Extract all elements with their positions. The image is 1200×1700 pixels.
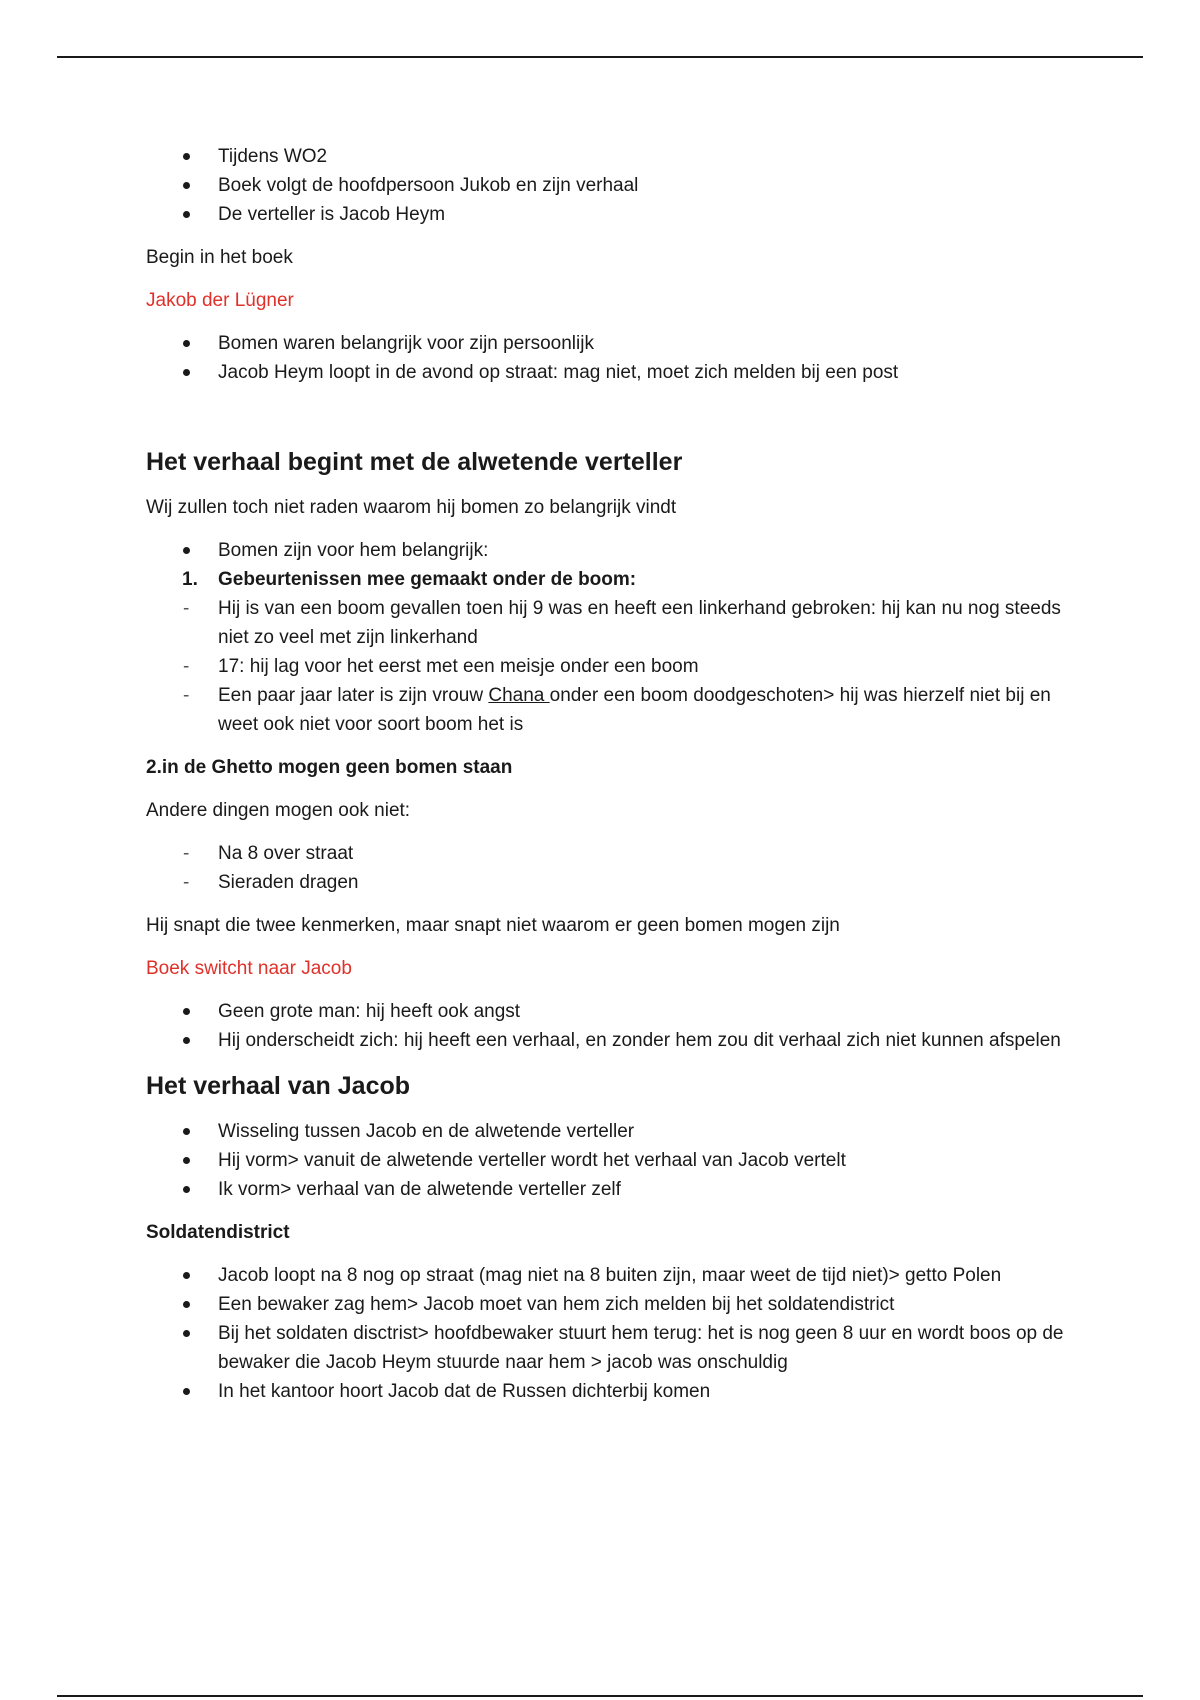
section2-bullets-2 xyxy=(146,1261,1066,1406)
bold-subheading: 2.in de Ghetto mogen geen bomen staan xyxy=(146,757,513,778)
list-item-text: Bij het soldaten disctrist> hoofdbewaker stuurt hem terug: het is nog geen 8 uur en wordt boos op de bewaker die Jacob Heym stuurde naar hem > jacob was onschuldig xyxy=(218,1323,1064,1373)
numbered-list xyxy=(146,565,1066,594)
list-item-text: Jacob Heym loopt in de avond op straat: mag niet, moet zich melden bij een post xyxy=(218,362,899,383)
section1-bullets-2 xyxy=(146,997,1066,1055)
list-item-text: Jacob loopt na 8 nog op straat (mag niet na 8 buiten zijn, maar weet de tijd niet)> getto Polen xyxy=(218,1265,1002,1286)
list-item xyxy=(146,358,1066,387)
list-item-text: Bomen waren belangrijk voor zijn persoonlijk xyxy=(218,333,594,354)
list-item xyxy=(146,1319,1066,1377)
list-item xyxy=(146,142,1066,171)
list-item-text: Boek volgt de hoofdpersoon Jukob en zijn verhaal xyxy=(218,175,639,196)
list-item xyxy=(146,868,1066,897)
list-item-text: De verteller is Jacob Heym xyxy=(218,204,446,225)
list-item-text: Tijdens WO2 xyxy=(218,146,328,167)
number-marker: 1. xyxy=(182,569,198,590)
dash-marker: - xyxy=(183,598,190,619)
list-item-text: 17: hij lag voor het eerst met een meisje onder een boom xyxy=(218,656,699,677)
section-heading: Het verhaal begint met de alwetende verteller xyxy=(146,448,683,476)
dash-marker: - xyxy=(183,872,190,893)
list-item xyxy=(146,997,1066,1026)
list-item xyxy=(146,1146,1066,1175)
red-subtitle: Boek switcht naar Jacob xyxy=(146,958,352,979)
numbered-item xyxy=(146,565,1066,594)
underlined-name: Chana xyxy=(488,685,550,706)
list-item-text: Na 8 over straat xyxy=(218,843,354,864)
list-item-text: Een paar jaar later is zijn vrouw xyxy=(218,685,489,706)
red-subtitle: Jakob der Lügner xyxy=(146,290,294,311)
list-item-text: Een bewaker zag hem> Jacob moet van hem zich melden bij het soldatendistrict xyxy=(218,1294,895,1315)
list-item xyxy=(146,171,1066,200)
list-item-text: Geen grote man: hij heeft ook angst xyxy=(218,1001,521,1022)
list-item xyxy=(146,652,1066,681)
bold-subheading: Soldatendistrict xyxy=(146,1222,290,1243)
list-item xyxy=(146,200,1066,229)
list-item xyxy=(146,594,1066,652)
list-item xyxy=(146,681,1066,739)
list-item-text: In het kantoor hoort Jacob dat de Russen dichterbij komen xyxy=(218,1381,711,1402)
section1-bullet xyxy=(146,536,1066,565)
bottom-rule xyxy=(57,1695,1143,1697)
dash-marker: - xyxy=(183,685,190,706)
list-item-text: Sieraden dragen xyxy=(218,872,359,893)
dash-marker: - xyxy=(183,843,190,864)
paragraph: Wij zullen toch niet raden waarom hij bomen zo belangrijk vindt xyxy=(146,497,677,518)
list-item xyxy=(146,1377,1066,1406)
list-item xyxy=(146,1026,1066,1055)
list-item-text: Hij onderscheidt zich: hij heeft een verhaal, en zonder hem zou dit verhaal zich niet kunnen afspelen xyxy=(218,1030,1061,1051)
intro-bullets xyxy=(146,142,1066,229)
list-item-text: Hij vorm> vanuit de alwetende verteller wordt het verhaal van Jacob vertelt xyxy=(218,1150,846,1171)
list-item-text: Gebeurtenissen mee gemaakt onder de boom: xyxy=(218,569,637,590)
section2-bullets xyxy=(146,1117,1066,1204)
list-item-text: Bomen zijn voor hem belangrijk: xyxy=(218,540,489,561)
list-item xyxy=(146,329,1066,358)
list-item-text: Ik vorm> verhaal van de alwetende verteller zelf xyxy=(218,1179,621,1200)
top-rule xyxy=(57,56,1143,58)
list-item-text: onder een boom doodgeschoten> hij was hierzelf niet bij en weet ook niet voor soort boom het is xyxy=(218,685,1051,735)
dash-list xyxy=(146,594,1066,739)
list-item xyxy=(146,1117,1066,1146)
list-item xyxy=(146,839,1066,868)
dash-marker: - xyxy=(183,656,190,677)
section-heading: Het verhaal van Jacob xyxy=(146,1072,411,1100)
paragraph: Hij snapt die twee kenmerken, maar snapt niet waarom er geen bomen mogen zijn xyxy=(146,915,840,936)
paragraph: Andere dingen mogen ook niet: xyxy=(146,800,411,821)
intro-bullets-2 xyxy=(146,329,1066,387)
list-item xyxy=(146,536,1066,565)
list-item xyxy=(146,1290,1066,1319)
paragraph: Begin in het boek xyxy=(146,247,293,268)
list-item-text: Wisseling tussen Jacob en de alwetende verteller xyxy=(218,1121,635,1142)
document-body xyxy=(146,142,1066,1406)
dash-list-2 xyxy=(146,839,1066,897)
list-item xyxy=(146,1175,1066,1204)
list-item xyxy=(146,1261,1066,1290)
list-item-text: Hij is van een boom gevallen toen hij 9 was en heeft een linkerhand gebroken: hij kan nu nog steeds niet zo veel met zijn linkerhand xyxy=(218,598,1061,648)
